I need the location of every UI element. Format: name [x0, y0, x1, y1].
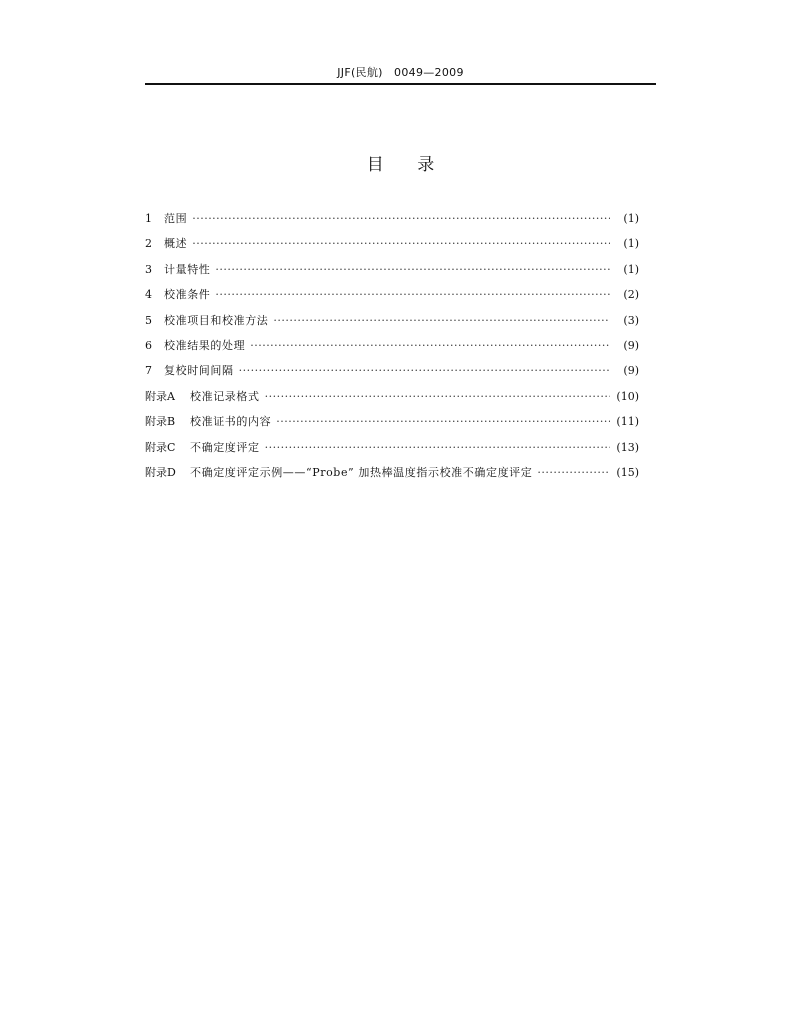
toc-entry-label: 计量特性: [164, 262, 211, 276]
toc-entry-number: 附录D: [145, 465, 176, 479]
toc-entry-page: (9): [623, 364, 639, 378]
toc-entry-number: 2: [145, 237, 152, 251]
toc-entry-label: 不确定度评定示例——“Probe” 加热棒温度指示校准不确定度评定: [190, 465, 533, 479]
toc-entry-number: 附录C: [145, 440, 176, 454]
toc-entry-number: 7: [145, 364, 152, 378]
toc-entry-page: (13): [616, 440, 639, 454]
table-of-contents: [145, 210, 639, 489]
toc-entry-metrological-characteristics[interactable]: [145, 261, 639, 286]
toc-entry-appendix-b[interactable]: [145, 413, 639, 438]
dot-leader: [276, 413, 610, 431]
toc-entry-result-handling[interactable]: [145, 337, 639, 362]
toc-entry-page: (1): [623, 212, 639, 225]
toc-entry-number: 3: [145, 262, 152, 276]
toc-entry-page: (2): [623, 288, 639, 302]
toc-entry-overview[interactable]: [145, 235, 639, 260]
toc-entry-page: (10): [616, 389, 639, 403]
dot-leader: [250, 337, 610, 355]
toc-entry-calibration-items-methods[interactable]: [145, 312, 639, 337]
toc-entry-label: 校准条件: [164, 288, 211, 302]
dot-leader: [192, 210, 610, 228]
toc-entry-appendix-c[interactable]: [145, 439, 639, 464]
toc-entry-page: (1): [623, 262, 639, 276]
toc-entry-label: 范围: [164, 212, 188, 225]
toc-entry-label: 校准记录格式: [190, 389, 260, 403]
dot-leader: [215, 261, 610, 279]
dot-leader: [537, 464, 610, 482]
toc-entry-label: 校准证书的内容: [190, 415, 272, 429]
toc-entry-page: (15): [616, 465, 639, 479]
toc-entry-appendix-a[interactable]: [145, 388, 639, 413]
toc-entry-scope[interactable]: [145, 210, 639, 235]
toc-entry-recalibration-interval[interactable]: [145, 362, 639, 387]
toc-entry-page: (11): [616, 415, 639, 429]
toc-entry-label: 概述: [164, 237, 188, 251]
toc-entry-calibration-conditions[interactable]: [145, 286, 639, 311]
toc-entry-label: 复校时间间隔: [164, 364, 234, 378]
toc-entry-number: 附录A: [145, 389, 175, 403]
toc-entry-number: 1: [145, 212, 152, 225]
toc-entry-number: 附录B: [145, 415, 176, 429]
toc-entry-appendix-d[interactable]: [145, 464, 639, 489]
toc-entry-number: 4: [145, 288, 152, 302]
toc-entry-label: 校准结果的处理: [164, 338, 246, 352]
dot-leader: [239, 362, 610, 380]
running-header: JJF(民航) 0049—2009: [337, 66, 464, 79]
toc-entry-number: 6: [145, 338, 152, 352]
dot-leader: [215, 286, 610, 304]
toc-entry-page: (1): [623, 237, 639, 251]
toc-entry-page: (9): [623, 338, 639, 352]
toc-entry-page: (3): [623, 313, 639, 327]
dot-leader: [265, 439, 610, 457]
toc-title: 目 录: [366, 155, 449, 175]
dot-leader: [192, 235, 610, 253]
toc-entry-label: 不确定度评定: [190, 440, 260, 454]
dot-leader: [265, 388, 610, 406]
toc-entry-label: 校准项目和校准方法: [164, 313, 269, 327]
dot-leader: [273, 312, 610, 330]
toc-entry-number: 5: [145, 313, 152, 327]
header-rule: [145, 83, 656, 85]
